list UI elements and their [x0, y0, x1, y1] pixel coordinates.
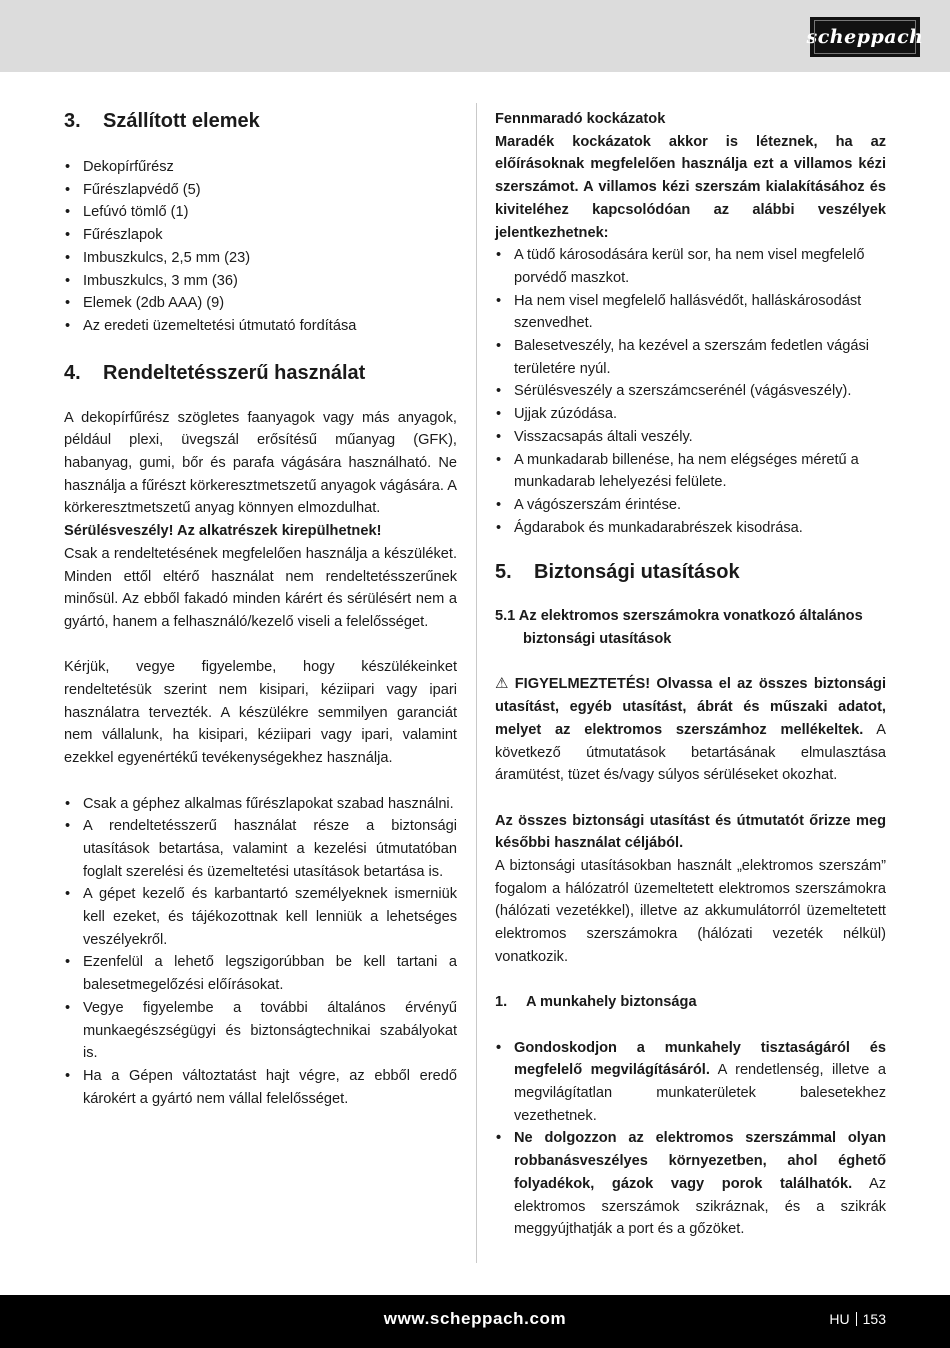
right-column: [495, 108, 886, 1241]
list-item: • Ne dolgozzon az elektromos szerszámmal olyan robbanásveszélyes környezetben, ahol éghető folyadékok, gázok vagy porok találhatók. Az elektromos szerszámok szikráznak, és a szikrák meggyújthatják a port és a gőzöket.: [495, 1127, 886, 1241]
section-5-heading: 5. Biztonsági utasítások: [495, 561, 740, 584]
column-divider: [476, 103, 477, 1263]
keep-instructions-paragraph: Az összes biztonsági utasítást és útmutatót őrizze meg későbbi használat céljából.: [495, 812, 886, 852]
list-item: • Visszacsapás általi veszély.: [495, 426, 886, 449]
list-item: • A tüdő károsodására kerül sor, ha nem visel megfelelő porvédő maszkot.: [495, 244, 886, 289]
list-item: • Fűrészlapvédő (5): [64, 179, 457, 202]
brand-logo: scheppach: [810, 17, 920, 57]
usage-rules-list: [64, 793, 457, 1111]
list-item: • Fűrészlapok: [64, 224, 457, 247]
residual-risks-title: Fennmaradó kockázatok: [495, 111, 666, 127]
list-item: • Imbuszkulcs, 3 mm (36): [64, 270, 457, 293]
list-item: • A rendeltetésszerű használat része a biztonsági utasítások betartása, valamint a kezelési útmutatóban foglalt szerelési és üzemeltetési utasítások betartása is.: [64, 815, 457, 883]
list-item: • Gondoskodjon a munkahely tisztaságáról és megfelelő megvilágításáról. A rendetlenség, illetve a megvilágítatlan munkaterületek balesetekhez vezethetnek.: [495, 1037, 886, 1128]
list-item: • Ezenfelül a lehető legszigorúbban be kell tartani a balesetmegelőzési előírásokat.: [64, 951, 457, 996]
list-item: • A gépet kezelő és karbantartó személyeknek ismerniük kell ezeket, és tájékozottnak kell lenniük a lehetséges veszélyekről.: [64, 883, 457, 951]
list-item: • Ujjak zúzódása.: [495, 403, 886, 426]
residual-risks-intro: Maradék kockázatok akkor is léteznek, ha az előírásoknak megfelelően használja ezt a villamos kézi szerszámot. A villamos kézi szerszám kialakításához és kiviteléhez kapcsolódóan az alábbi veszélyek jelentkezhetnek:: [495, 133, 886, 241]
list-item: • Sérülésveszély a szerszámcserénél (vágásveszély).: [495, 380, 886, 403]
intended-use-paragraph-2: Csak a rendeltetésének megfelelően használja a készüléket. Minden ettől eltérő használat nem rendeltetésszerűnek minősül. Az ebből fakadó minden kárért és sérülésért nem a gyártó, hanem a felhasználó/kezelő viseli a felelősséget.: [64, 545, 457, 630]
list-item: • Imbuszkulcs, 2,5 mm (23): [64, 247, 457, 270]
warning-triangle-icon: ⚠: [495, 675, 509, 693]
delivered-items-list: [64, 156, 457, 338]
list-item: • Elemek (2db AAA) (9): [64, 292, 457, 315]
list-item: • Ágdarabok és munkadarabrészek kisodrása.: [495, 517, 886, 540]
injury-warning: Sérülésveszély! Az alkatrészek kirepülhetnek!: [64, 523, 382, 540]
list-item: • Csak a géphez alkalmas fűrészlapokat szabad használni.: [64, 793, 457, 816]
list-item: • Lefúvó tömlő (1): [64, 201, 457, 224]
page-number: HU 153: [829, 1311, 886, 1327]
residual-risks-list: [495, 244, 886, 539]
list-item: • A munkadarab billenése, ha nem elégséges méretű a munkadarab lehelyezési felülete.: [495, 449, 886, 494]
section-4-heading: 4. Rendeltetésszerű használat: [64, 361, 366, 384]
intended-use-paragraph: A dekopírfűrész szögletes faanyagok vagy más anyagok, például plexi, üvegszál erősítésű műanyag (GFK), habanyag, gumi, bőr és parafa vágására használható. Ne használja a fűrészt körkeresztmetszetű anyagok vágására. A körkeresztmetszetű anyag könnyen elmozdulhat.: [64, 409, 457, 517]
list-item: • Dekopírfűrész: [64, 156, 457, 179]
workplace-safety-heading: 1. A munkahely biztonsága: [495, 994, 697, 1011]
subsection-5-1-heading: 5.1 Az elektromos szerszámokra vonatkozó általános biztonsági utasítások: [495, 608, 863, 648]
list-item: • Balesetveszély, ha kezével a szerszám fedetlen vágási területére nyúl.: [495, 335, 886, 380]
warranty-paragraph: Kérjük, vegye figyelembe, hogy készülékeinket rendeltetésük szerint nem kisipari, kéziipari vagy ipari használatra tervezték. A készülékre semmilyen garanciát nem vállalunk, ha kisipari, kéziipari vagy ipari, valamint ezekkel egyenértékű tevékenységekhez használja.: [64, 659, 457, 767]
list-item: • Ha a Gépen változtatást hajt végre, az ebből eredő károkért a gyártó nem vállal felelősséget.: [64, 1065, 457, 1110]
power-tool-definition: A biztonsági utasításokban használt „elektromos szerszám” fogalom a hálózatról üzemeltetett elektromos szerszámokra (hálózati vezetékkel), illetve az akkumulátorról üzemeltetett elektromos szerszámokra (hálózati vezeték nélkül) vonatkozik.: [495, 858, 886, 965]
left-column: [64, 108, 457, 1110]
header-bar: [0, 0, 950, 72]
workplace-safety-list: [495, 1037, 886, 1241]
list-item: • Az eredeti üzemeltetési útmutató fordítása: [64, 315, 457, 338]
website-link[interactable]: www.scheppach.com: [383, 1309, 567, 1328]
warning-paragraph: ⚠ FIGYELMEZTETÉS! Olvassa el az összes biztonsági utasítást, egyéb utasítást, ábrát és műszaki adatot, melyet az elektromos szerszámhoz mellékeltek. A következő útmutatások betartásának elmulasztása áramütést, tüzet és/vagy súlyos sérüléseket okozhat.: [495, 675, 886, 784]
list-item: • Ha nem visel megfelelő hallásvédőt, halláskárosodást szenvedhet.: [495, 290, 886, 335]
footer-bar: [0, 1295, 950, 1348]
list-item: • Vegye figyelembe a további általános érvényű munkaegészségügyi és biztonságtechnikai szabályokat is.: [64, 997, 457, 1065]
section-3-heading: 3. Szállított elemek: [64, 110, 260, 132]
list-item: • A vágószerszám érintése.: [495, 494, 886, 517]
